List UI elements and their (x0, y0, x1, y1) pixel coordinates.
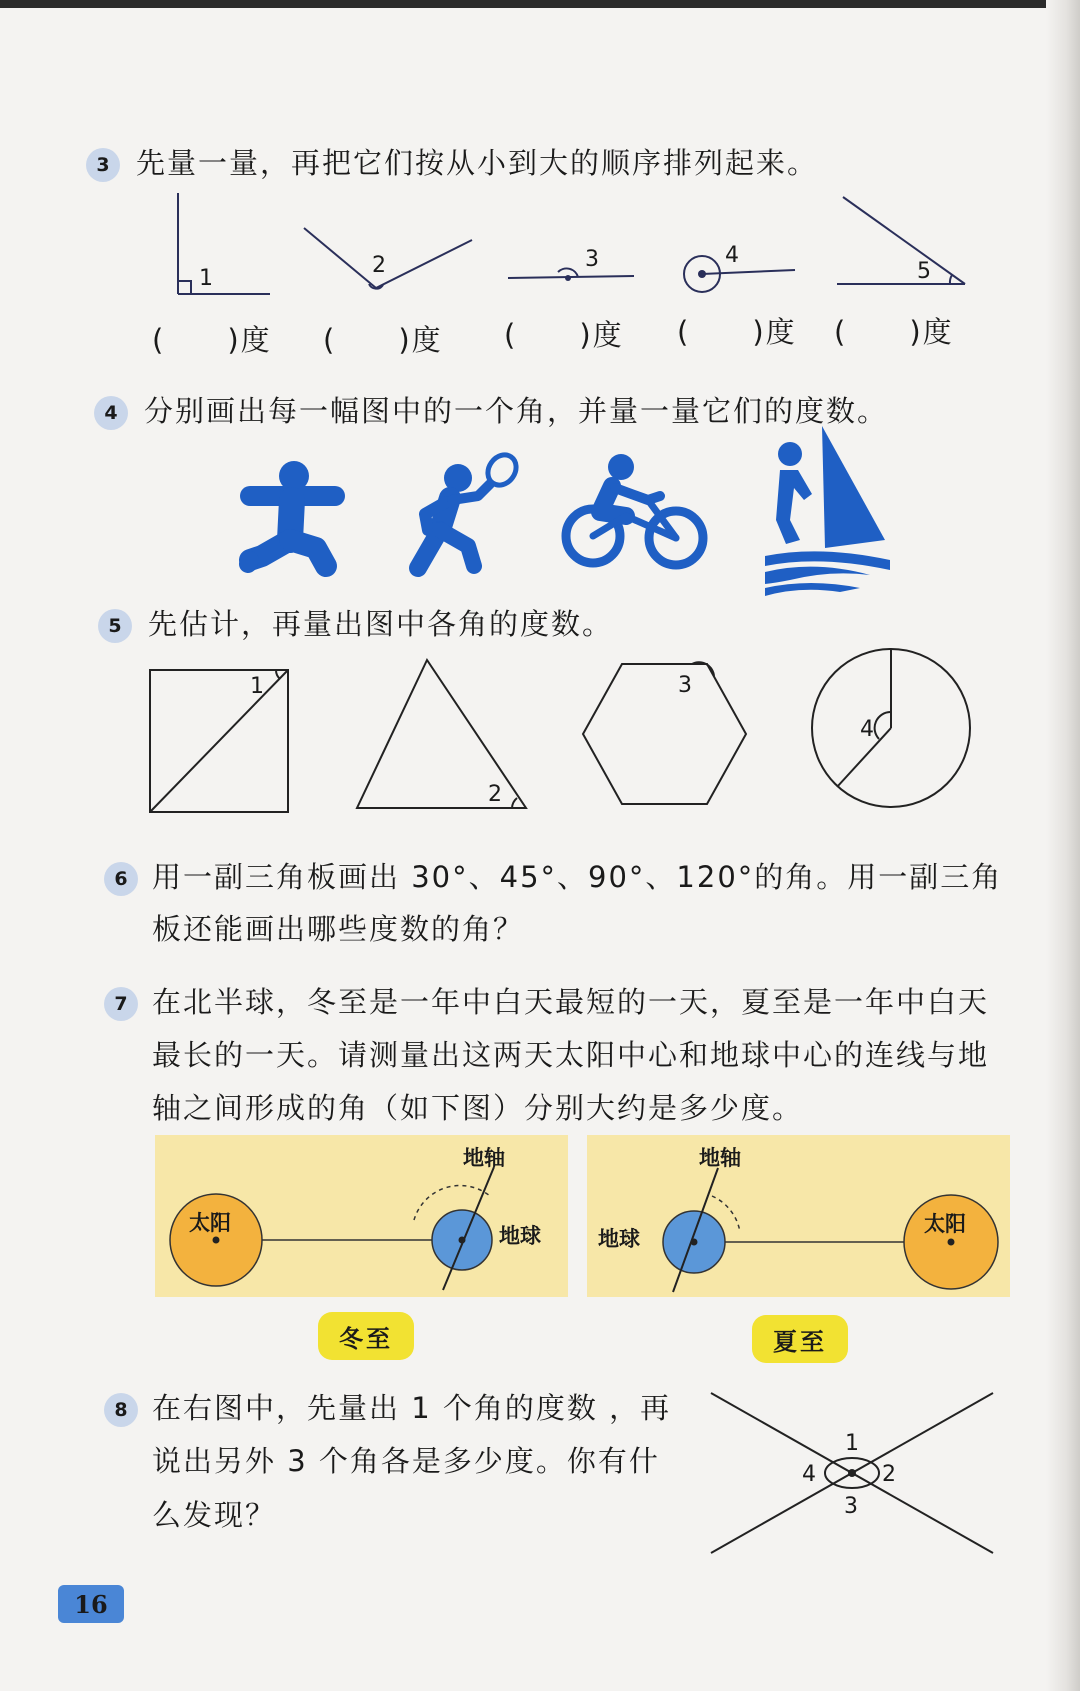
question-7-line-2: 最长的一天。请测量出这两天太阳中心和地球中心的连线与地 (152, 1038, 990, 1072)
summer-earth-label: 地球 (598, 1227, 640, 1251)
q3-angle-5-label: 5 (917, 259, 931, 284)
question-5-text: 先估计，再量出图中各角的度数。 (148, 607, 614, 641)
q3-angle-3-label: 3 (585, 247, 599, 272)
question-8-line-1: 在右图中，先量出 1 个角的度数 ，再 (152, 1391, 672, 1425)
winter-axis-label: 地轴 (463, 1146, 505, 1170)
winter-solstice-tag: 冬至 (318, 1312, 414, 1360)
q3-blank-1: ( )度 (152, 323, 272, 357)
summer-solstice-tag: 夏至 (752, 1315, 848, 1363)
question-6-number: 6 (104, 862, 138, 896)
q3-blank-5: ( )度 (834, 315, 954, 349)
question-8-number: 8 (104, 1393, 138, 1427)
question-7-number: 7 (104, 987, 138, 1021)
q5-angle-2-label: 2 (488, 782, 502, 807)
question-7-line-1: 在北半球，冬至是一年中白天最短的一天，夏至是一年中白天 (152, 985, 990, 1019)
question-6-line-2: 板还能画出哪些度数的角？ (152, 912, 525, 946)
q5-angle-1-label: 1 (250, 674, 264, 699)
q8-angle-2-label: 2 (882, 1462, 896, 1487)
winter-sun-label: 太阳 (189, 1211, 231, 1235)
question-4-text: 分别画出每一幅图中的一个角，并量一量它们的度数。 (144, 394, 889, 428)
summer-axis-label: 地轴 (699, 1146, 741, 1170)
q3-blank-4: ( )度 (677, 315, 797, 349)
summer-sun-label: 太阳 (924, 1212, 966, 1236)
question-4-number: 4 (94, 396, 128, 430)
question-6-line-1: 用一副三角板画出 30°、45°、90°、120°的角。用一副三角 (152, 860, 1003, 894)
q8-angle-4-label: 4 (802, 1462, 816, 1487)
q3-blank-3: ( )度 (504, 318, 624, 352)
q8-angle-1-label: 1 (845, 1431, 859, 1456)
q3-angle-2-label: 2 (372, 253, 386, 278)
q8-angle-3-label: 3 (844, 1494, 858, 1519)
q3-blank-2: ( )度 (323, 323, 443, 357)
q5-angle-3-label: 3 (678, 673, 692, 698)
question-7-line-3: 轴之间形成的角（如下图）分别大约是多少度。 (152, 1091, 804, 1125)
page-number: 16 (58, 1585, 124, 1623)
q3-angle-1-label: 1 (199, 266, 213, 291)
q5-angle-4-label: 4 (860, 717, 874, 742)
question-8-line-3: 么发现？ (152, 1498, 277, 1532)
winter-earth-label: 地球 (499, 1224, 541, 1248)
question-8-line-2: 说出另外 3 个角各是多少度。你有什 (152, 1444, 660, 1478)
question-3-text: 先量一量，再把它们按从小到大的顺序排列起来。 (136, 146, 819, 180)
question-5-number: 5 (98, 609, 132, 643)
q3-angle-4-label: 4 (725, 243, 739, 268)
question-3-number: 3 (86, 148, 120, 182)
